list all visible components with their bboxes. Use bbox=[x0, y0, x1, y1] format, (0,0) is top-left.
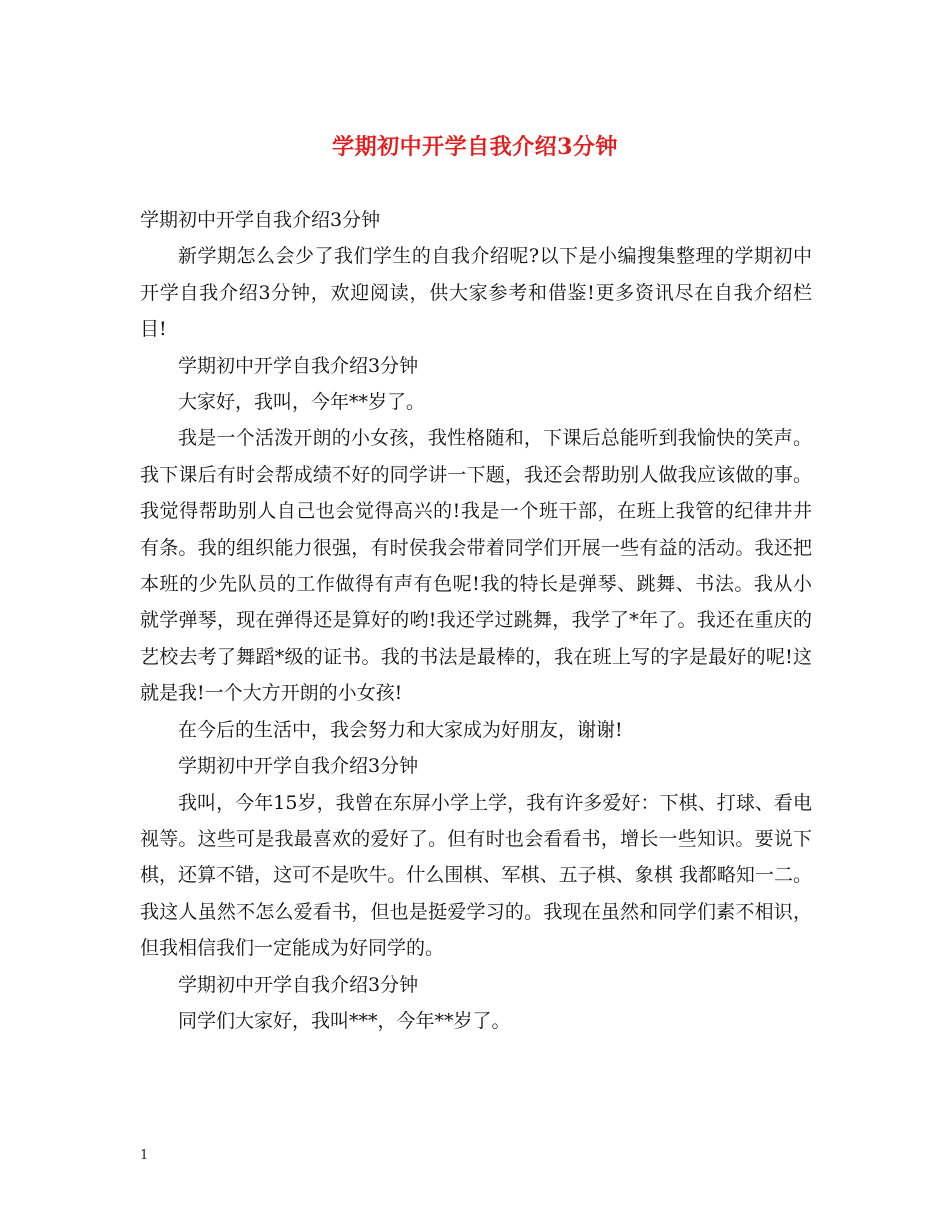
paragraph-greeting-1: 大家好，我叫，今年**岁了。 bbox=[178, 391, 426, 414]
paragraph-heading-1: 学期初中开学自我介绍3分钟 bbox=[178, 354, 419, 377]
paragraph-body-2: 我叫，今年15岁，我曾在东屏小学上学，我有许多爱好：下棋、打球、看电视等。这些可是我最喜欢的爱好了。但有时也会看看书，增长一些知识。要说下棋，还算不错，这可不是吹牛。什么围棋、军棋、五子棋、象棋 我都略知一二。我这人虽然不怎么爱看书，但也是挺爱学习的。我现在虽然和同学们素不相识，但我相信我们一定能成为好同学的。 bbox=[140, 791, 812, 960]
document-body bbox=[140, 202, 812, 1039]
document-title: 学期初中开学自我介绍3分钟 bbox=[332, 134, 618, 160]
paragraph-body-1: 我是一个活泼开朗的小女孩，我性格随和，下课后总能听到我愉快的笑声。我下课后有时会帮成绩不好的同学讲一下题，我还会帮助别人做我应该做的事。我觉得帮助别人自己也会觉得高兴的!我是一个班干部，在班上我管的纪律井井有条。我的组织能力很强，有时侯我会带着同学们开展一些有益的活动。我还把本班的少先队员的工作做得有声有色呢!我的特长是弹琴、跳舞、书法。我从小就学弹琴，现在弹得还是算好的哟!我还学过跳舞，我学了*年了。我还在重庆的艺校去考了舞蹈*级的证书。我的书法是最棒的，我在班上写的字是最好的呢!这就是我!一个大方开朗的小女孩! bbox=[140, 427, 812, 705]
paragraph-closing-1: 在今后的生活中，我会努力和大家成为好朋友，谢谢! bbox=[178, 718, 623, 741]
paragraph-intro: 新学期怎么会少了我们学生的自我介绍呢?以下是小编搜集整理的学期初中开学自我介绍3分钟，欢迎阅读，供大家参考和借鉴!更多资讯尽在自我介绍栏目! bbox=[140, 245, 812, 341]
paragraph-heading-2: 学期初中开学自我介绍3分钟 bbox=[178, 755, 419, 778]
paragraph-heading-3: 学期初中开学自我介绍3分钟 bbox=[178, 973, 419, 996]
paragraph-subtitle: 学期初中开学自我介绍3分钟 bbox=[140, 209, 381, 231]
page-number: 1 bbox=[140, 1148, 149, 1163]
paragraph-greeting-3: 同学们大家好，我叫***，今年**岁了。 bbox=[178, 1009, 511, 1032]
